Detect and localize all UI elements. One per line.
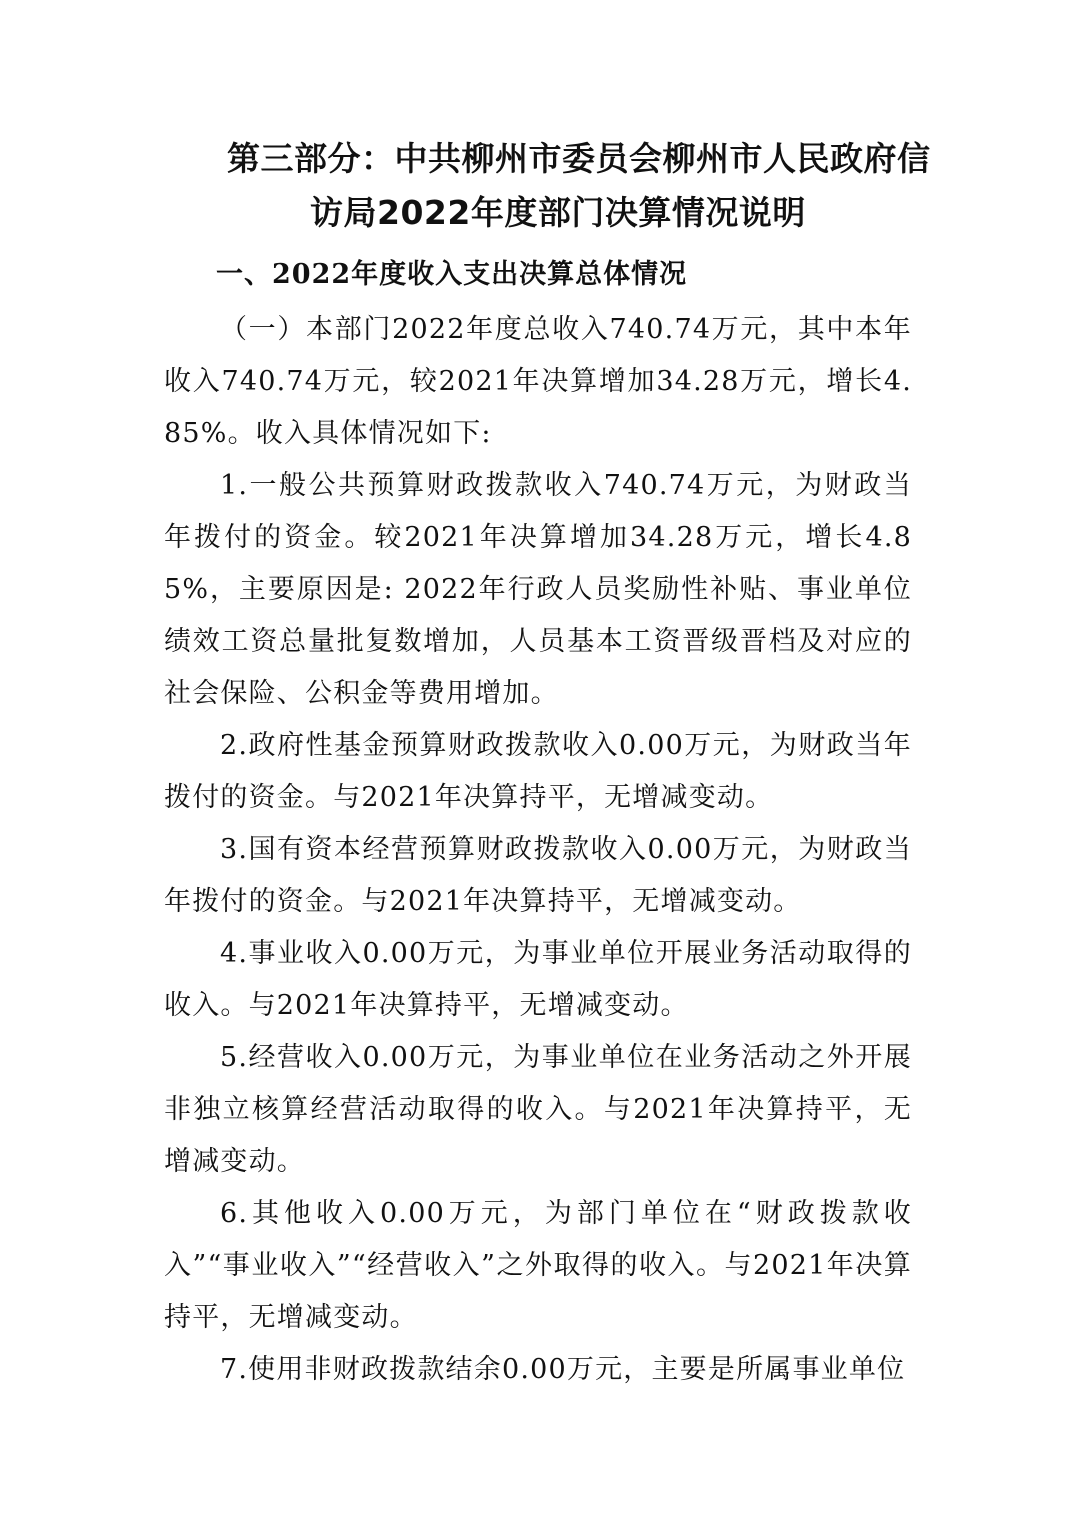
section-heading: 一、2022年度收入支出决算总体情况 xyxy=(216,259,688,290)
document-title-line-1: 第三部分：中共柳州市委员会柳州市人民政府信 xyxy=(227,139,931,178)
paragraph-operating-income: 5.经营收入0.00万元，为事业单位在业务活动之外开展非独立核算经营活动取得的收入。与2021年决算持平，无增减变动。 xyxy=(164,1042,912,1177)
paragraph-business-income: 4.事业收入0.00万元，为事业单位开展业务活动取得的收入。与2021年决算持平，无增减变动。 xyxy=(164,938,912,1021)
paragraph-total-income: （一）本部门2022年度总收入740.74万元，其中本年收入740.74万元，较2021年决算增加34.28万元，增长4.85%。收入具体情况如下: xyxy=(164,314,912,449)
paragraph-general-budget: 1.一般公共预算财政拨款收入740.74万元，为财政当年拨付的资金。较2021年决算增加34.28万元，增长4.85%，主要原因是: 2022年行政人员奖励性补贴、事业单位绩效工资总量批复数增加，人员基本工资晋级晋档及对应的社会保险、公积金等费用增加。 xyxy=(164,470,912,709)
document-title-line-2: 访局2022年度部门决算情况说明 xyxy=(310,193,806,232)
paragraph-state-capital: 3.国有资本经营预算财政拨款收入0.00万元，为财政当年拨付的资金。与2021年决算持平，无增减变动。 xyxy=(164,834,912,917)
paragraph-government-fund: 2.政府性基金预算财政拨款收入0.00万元，为财政当年拨付的资金。与2021年决算持平，无增减变动。 xyxy=(164,730,912,813)
paragraph-other-income: 6.其他收入0.00万元，为部门单位在“财政拨款收入”“事业收入”“经营收入”之外取得的收入。与2021年决算持平，无增减变动。 xyxy=(164,1198,912,1333)
paragraph-non-fiscal-balance: 7.使用非财政拨款结余0.00万元，主要是所属事业单位 xyxy=(220,1354,906,1385)
